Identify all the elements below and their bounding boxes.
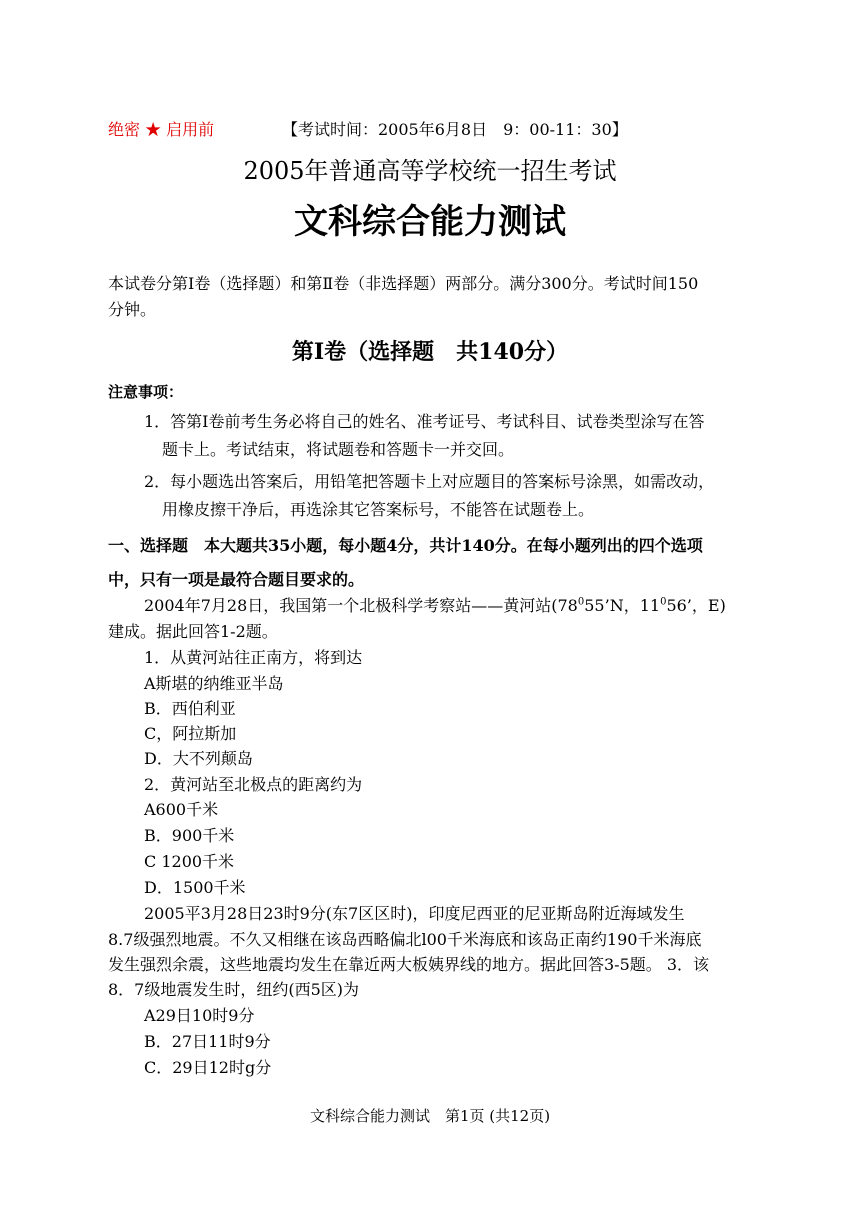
question-3-option-c: C．29日12时g分 [144, 1058, 272, 1077]
question-1-option-c: C，阿拉斯加 [144, 724, 237, 743]
subject-title: 文科综合能力测试 [294, 202, 566, 242]
note-2-line-1: 2．每小题选出答案后，用铅笔把答题卡上对应题目的答案标号涂黑，如需改动， [144, 472, 715, 491]
note-1-line-1: 1．答第Ⅰ卷前考生务必将自己的姓名、准考证号、考试科目、试卷类型涂写在答 [144, 412, 705, 431]
question-2-stem: 2．黄河站至北极点的距离约为 [144, 775, 363, 794]
passage-2-line-4: 8．7级地震发生时，纽约(西5区)为 [108, 980, 360, 999]
question-2-option-c: C 1200千米 [144, 852, 235, 871]
passage-2-line-2: 8.7级强烈地震。不久又相继在该岛西略偏北l00千米海底和该岛正南约190千米海底 [108, 930, 702, 949]
page-footer: 文科综合能力测试 第1页 (共12页) [309, 1107, 551, 1125]
intro-line-1: 本试卷分第Ⅰ卷（选择题）和第Ⅱ卷（非选择题）两部分。满分300分。考试时间150 [108, 274, 699, 293]
question-1-option-a: A斯堪的纳维亚半岛 [144, 674, 284, 693]
intro-line-2: 分钟。 [108, 300, 157, 319]
passage-1-line-2: 建成。据此回答1-2题。 [108, 622, 278, 641]
question-2-option-d: D．1500千米 [144, 878, 246, 897]
question-2-option-a: A600千米 [144, 800, 219, 819]
exam-time: 【考试时间：2005年6月8日 9：00-11：30】 [282, 120, 628, 139]
exam-title: 2005年普通高等学校统一招生考试 [243, 157, 617, 185]
question-1-option-d: D．大不列颠岛 [144, 749, 253, 768]
question-3-option-b: B．27日11时9分 [144, 1032, 271, 1051]
question-1-stem: 1．从黄河站往正南方，将到达 [144, 648, 363, 667]
note-1-line-2: 题卡上。考试结束，将试题卷和答题卡一并交回。 [162, 440, 515, 459]
passage-1-line-1: 2004年7月28日，我国第一个北极科学考察站——黄河站($78^055’N$，$11^056$’，E) [144, 596, 726, 615]
question-2-option-b: B．900千米 [144, 826, 235, 845]
notes-heading: 注意事项： [108, 383, 184, 401]
secret-label: 绝密 ★ 启用前 [108, 120, 215, 139]
note-2-line-2: 用橡皮擦干净后，再选涂其它答案标号，不能答在试题卷上。 [162, 500, 595, 519]
passage-2-line-3: 发生强烈余震，这些地震均发生在靠近两大板姨界线的地方。据此回答3-5题。 3．该 [108, 955, 710, 974]
passage-2-line-1: 2005平3月28日23时9分(东7区区时)，印度尼西亚的尼亚斯岛附近海域发生 [144, 904, 685, 923]
part-heading-line-1: 一、选择题 本大题共35小题，每小题4分，共计140分。在每小题列出的四个选项 [108, 536, 703, 555]
section-title: 第Ⅰ卷（选择题 共140分） [291, 339, 569, 365]
question-1-option-b: B．西伯利亚 [144, 699, 236, 718]
part-heading-line-2: 中，只有一项是最符合题目要求的。 [108, 570, 365, 589]
question-3-option-a: A29日10时9分 [144, 1006, 255, 1025]
